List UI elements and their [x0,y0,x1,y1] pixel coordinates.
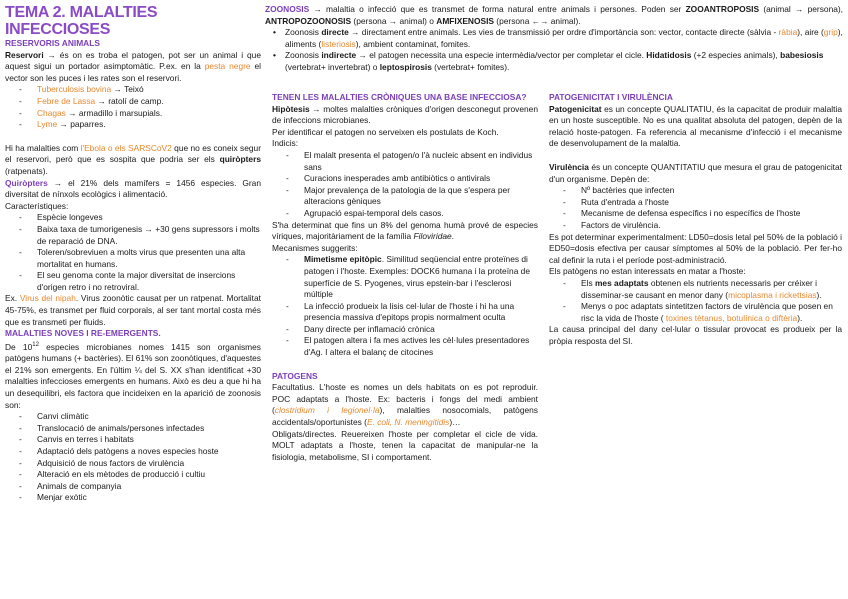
heading-croniques: TENEN LES MALALTIES CRÒNIQUES UNA BASE INFECCIOSA? [272,92,527,102]
zoonosis-block [265,4,843,74]
list-item: • Zoonosis directe → directament entre animals. Les vies de transmissió per ordre d'importància son: vector, contacte directe (sàlvia - ràbia), aire (grip), aliments (listeriosis), ambient contaminat, fomites. [265,27,843,50]
paragraph-reservori: Reservori → és on es troba el patogen, pot ser un animal i que aquest sigui un portador asimptomàtic. P.ex. en la pesta negre el vector son les puces i les rates son el reservori. [5,49,261,83]
column-2 [272,92,538,463]
paragraph-hipotesis: Hipòtesis → moltes malalties cròniques d'origen desconegut provenen de infeccions microbianes. [272,103,538,126]
list-item: - Canvis en terres i habitats [5,434,261,446]
heading-patogenicitat: PATOGENICITAT I VIRULÈNCIA [549,92,673,102]
paragraph-quiropters: Quiròpters → el 21% dels mamífers = 1456 especies. Gran diversitat de nínxols ecològics i alimentació. [5,177,261,200]
factors-list [5,411,261,504]
list-item: - Animals de companyia [5,481,261,493]
list-item: - Tuberculosis bovina → Teixó [5,84,261,96]
list-item: - Mimetisme epitòpic. Similitud seqüencial entre proteïnes di patogen i l'hoste. Exemples: DOCK6 humana i la proteïna de superfície de S. Pyogenes, virus epstein-bar i l'esclerosi múltiple [272,254,538,300]
list-item: - Menys o poc adaptats sintetitzen factors de virulència que posen en risc la vida de l'hoste ( toxines tètanus, botulínica o diftèria). [549,301,842,324]
list-item: - Mecanisme de defensa específics i no específics de l'hoste [549,208,842,220]
caracteristiques-list [5,212,261,293]
paragraph-obligats: Obligats/directes. Reuereixen l'hoste per completar el cicle de vida. MOLT adaptats a l'hoste, tenen la capacitat de manipular-ne la fisiologia, metabolisme, SI i comportament. [272,428,538,462]
list-item: - El seu genoma conte la major diversitat de insercions d'origen retro i no retroviral. [5,270,261,293]
list-item: - Toleren/sobreviuen a molts virus que presenten una alta mortalitat en humans. [5,247,261,270]
heading-reservoris: RESERVORIS ANIMALS [5,38,100,48]
column-3 [549,92,842,347]
list-item: - Els mes adaptats obtenen els nutrients necessaris per créixer i disseminar-se causant en menor dany (micoplasma i rickettsias). [549,278,842,301]
paragraph-patogenicitat: Patogenicitat es un concepte QUALITATIU, és la capacitat de produir malaltia en un hoste susceptible. No es una qualitat absoluta del patogen, depèn de la relació hoste-patogen. Fa referencia al mecanisme d'infecció i el mecanisme de desenvolupament de la malaltia. [549,103,842,149]
reservori-examples [5,84,261,130]
paragraph-emergents: De $10^{12}$ especies microbianes nomes 1415 son organismes patògens humans (+ bactèries). El 61% son zoonòtiques, d'aquestes el 21% son emergents. En l'últim ¼ del S. XX s'han identificat +30 malalties infeccioses emergents en humans. Això es deu a que hi ha un desequilibri, els factora que incideixen en la aparició de zoonosis son: [5,341,261,410]
paragraph-koch: Per identificar el patogen no serveixen els postulats de Koch. [272,126,499,137]
heading-emergents: MALALTIES NOVES I RE-EMERGENTS. [5,328,161,339]
list-item: • Zoonosis indirecte → el patogen necessita una especie intermèdia/vector per completar el cicle. Hidatidosis (+2 especies animals), babesiosis (vertebrat+ invertebrat) o leptospirosis (vertebrat+ fomites). [265,50,843,73]
paragraph-facultatius: Facultatius. L'hoste es nomes un dels habitats on es pot reproduir. POC adaptats a l'hoste. Ex: bacteris i fongs del medi ambient (clostridium i legionel·la), malalties nosocomials, patògens accidentals/oportunistes (E. coli, N. meningitidis)… [272,382,538,428]
paragraph-zoonosis: ZOONOSIS → malaltia o infecció que es transmet de forma natural entre animals i persones. Poden ser ZOOANTROPOSIS (animal → persona), ANTROPOZOONOSIS (persona → animal) o AMFIXENOSIS (persona ←→ animal). [265,4,843,26]
indicis-label: Indicis: [272,138,299,149]
list-item: - Adquisició de nous factors de virulència [5,458,261,470]
list-item: - El patogen altera i fa mes actives les cèl·lules presentadores d'Ag. I altera el balanç de citocines [272,335,538,358]
list-item: - Translocació de animals/persones infectades [5,423,261,435]
list-item: - Dany directe per inflamació crònica [272,324,538,336]
list-item: - Canvi climàtic [5,411,261,423]
list-item: - Espècie longeves [5,212,261,224]
list-item: - Nº bactèries que infecten [549,185,842,197]
interes-list [549,278,842,324]
paragraph-virulencia: Virulència és un concepte QUANTITATIU que mesura el grau de patogenicitat d'un organisme. Depèn de: [549,161,842,184]
virulencia-list [549,185,842,231]
mecanismes-label: Mecanismes suggerits: [272,242,358,253]
list-item: - Chagas → armadillo i marsupials. [5,108,261,120]
list-item: - Factors de virulència. [549,220,842,232]
list-item: - Agrupació espai-temporal dels casos. [272,208,538,220]
paragraph-ld50: Es pot determinar experimentalment: LD50=dosis letal pel 50% de la població i ED50=dosis efectiva per causar símptomes al 50% de la població. Per fer-ho cal definir la ruta i el període post-administració. [549,231,842,265]
list-item: - Major prevalença de la patologia de la que s'espera per alteracions gèniques [272,185,538,208]
paragraph-interes: Els patògens no estan interessats en matar a l'hoste: [549,266,746,277]
caracteristiques-label: Característiques: [5,200,69,211]
paragraph-genoma: S'ha determinat que fins un 8% del genoma humà prové de especies víriques, majoritàriament de la família Filoviridae. [272,219,538,242]
heading-patogens: PATOGENS [272,370,318,381]
list-item: - El malalt presenta el patogen/o l'à nucleic absent en individus sans [272,150,538,173]
list-item: - Lyme → paparres. [5,119,261,131]
paragraph-causa: La causa principal del dany cel·lular o tissular provocat es produeix per la pròpia resposta del SI. [549,324,842,346]
paragraph-nipah: Ex. Virus del nipah. Virus zoonòtic causat per un ratpenat. Mortalitat 45-75%, es transmet per fluid corporals, al ser tant mortal costa més que es transmeti per fluids. [5,293,261,327]
list-item: - Adaptació dels patògens a noves especies hoste [5,446,261,458]
list-item: - Curacions inesperades amb antibiòtics o antivirals [272,173,538,185]
mecanismes-list [272,254,538,358]
list-item: - Baixa taxa de tumorigenesis → +30 gens supressors i molts de reparació de DNA. [5,224,261,247]
column-1 [5,4,261,504]
list-item: - Alteració en els mètodes de producció i cultiu [5,469,261,481]
list-item: - La infecció produeix la lisis cel·lular de l'hoste i hi ha una presencia massiva d'epitops propis normalment oculta [272,301,538,324]
list-item: - Menjar exòtic [5,492,261,504]
page-title: TEMA 2. MALALTIES INFECCIOSES [5,4,158,38]
paragraph-ebola: Hi ha malalties com l'Ebola o els SARSCoV2 que no es coneix segur el reservori, però que es sospita que podria ser els quiròpters (ratpenats). [5,142,261,176]
indicis-list [272,150,538,220]
zoonosis-types [265,27,843,73]
list-item: - Ruta d'entrada a l'hoste [549,197,842,209]
list-item: - Febre de Lassa → ratolí de camp. [5,96,261,108]
